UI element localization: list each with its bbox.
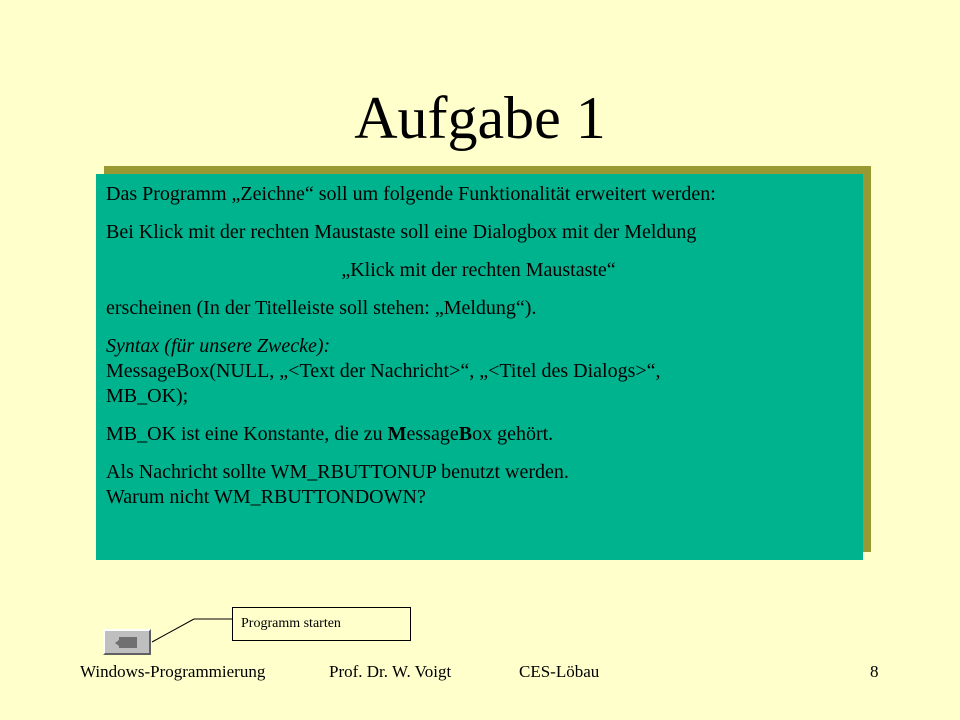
mb-ok-mid: essage <box>406 423 459 445</box>
syntax-code-line-1: MessageBox(NULL, „<Text der Nachricht>“, „<Titel des Dialogs>“, <box>106 360 661 382</box>
footer-course: Windows-Programmierung <box>80 662 266 681</box>
slide-title: Aufgabe 1 <box>354 85 606 151</box>
message-text: „Klick mit der rechten Maustaste“ <box>341 259 616 281</box>
mb-ok-bold-b: B <box>458 423 473 445</box>
syntax-code-line-2: MB_OK); <box>106 385 189 407</box>
mb-ok-suffix: ox gehört. <box>472 423 554 445</box>
film-icon <box>119 637 137 648</box>
mb-ok-note <box>106 422 851 447</box>
footer-author: Prof. Dr. W. Voigt <box>329 662 452 681</box>
syntax-label: Syntax (für unsere Zwecke): <box>106 335 331 357</box>
message-hint: Als Nachricht sollte WM_RBUTTONUP benutzt werden. <box>106 461 569 483</box>
footer-page-number: 8 <box>870 662 879 681</box>
task-description: Bei Klick mit der rechten Maustaste soll eine Dialogbox mit der Meldung <box>106 221 697 243</box>
title-bar-note: erscheinen (In der Titelleiste soll stehen: „Meldung“). <box>106 297 537 319</box>
launch-program-button[interactable] <box>103 629 151 655</box>
question-block <box>106 460 851 510</box>
syntax-block <box>106 334 851 409</box>
question-text: Warum nicht WM_RBUTTONDOWN? <box>106 486 426 508</box>
callout-pointer-line <box>152 619 194 642</box>
footer-school: CES-Löbau <box>519 662 600 681</box>
task-content-box <box>96 174 863 560</box>
mb-ok-bold-m: M <box>387 423 407 445</box>
mb-ok-prefix: MB_OK ist eine Konstante, die zu <box>106 423 388 445</box>
task-intro: Das Programm „Zeichne“ soll um folgende Funktionalität erweitert werden: <box>106 183 716 205</box>
launch-callout: Programm starten <box>232 607 411 641</box>
